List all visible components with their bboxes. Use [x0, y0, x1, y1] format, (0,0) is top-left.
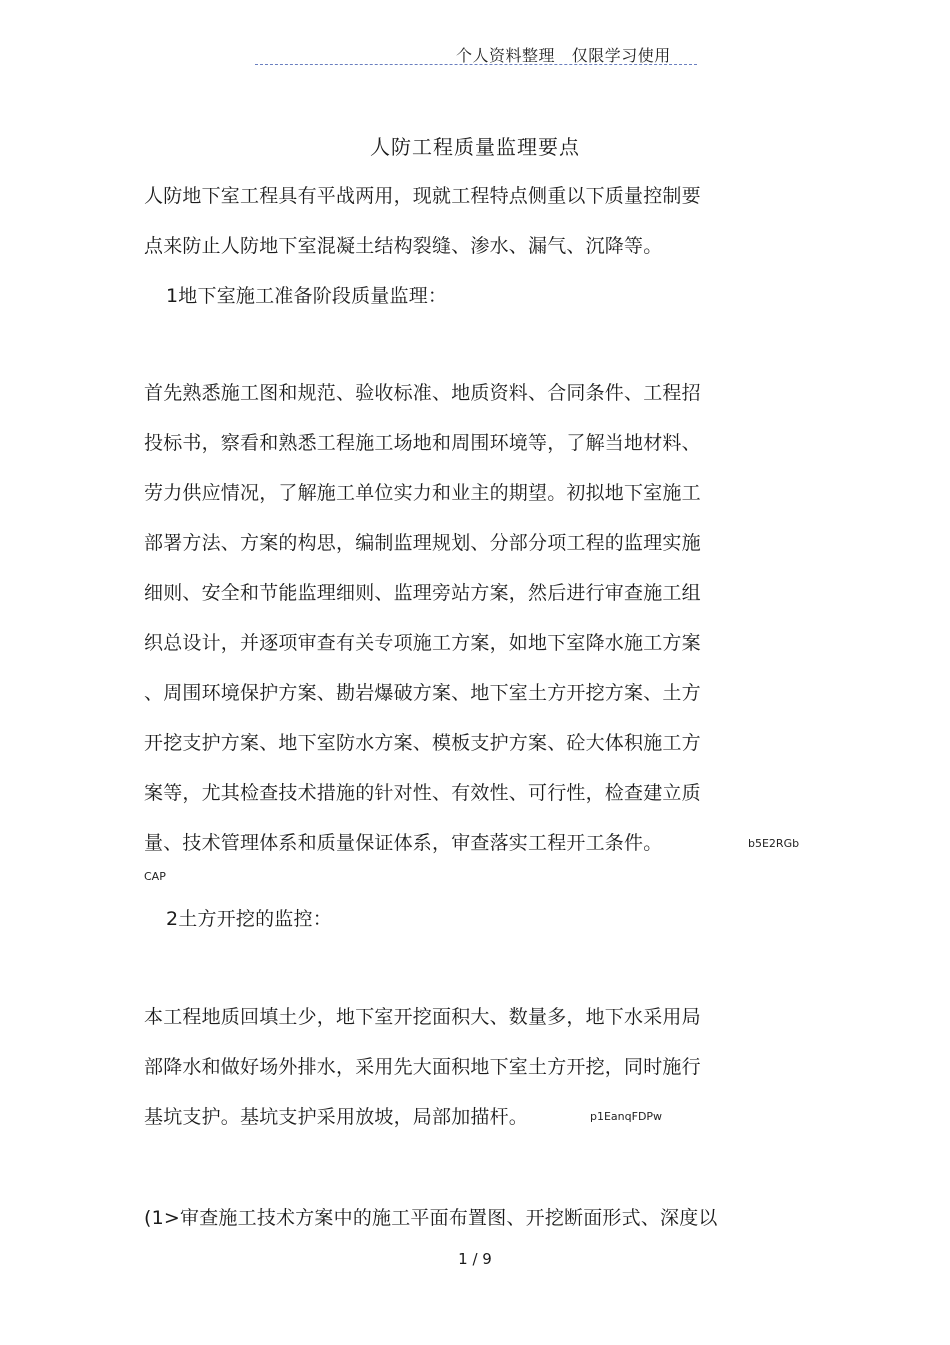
- ref-code: b5E2RGb: [748, 837, 800, 850]
- body-line: 首先熟悉施工图和规范、验收标准、地质资料、合同条件、工程招: [144, 382, 701, 404]
- section-heading: 1地下室施工准备阶段质量监理：: [166, 285, 448, 307]
- body-line: (1>审查施工技术方案中的施工平面布置图、开挖断面形式、深度以: [144, 1207, 718, 1229]
- body-line: 本工程地质回填土少，地下室开挖面积大、数量多，地下水采用局: [144, 1006, 701, 1028]
- body-line: 、周围环境保护方案、勘岩爆破方案、地下室土方开挖方案、土方: [144, 682, 701, 704]
- ref-code: p1EanqFDPw: [590, 1110, 663, 1123]
- body-line: 开挖支护方案、地下室防水方案、模板支护方案、砼大体积施工方: [144, 732, 701, 754]
- page-number: 1 / 9: [458, 1250, 492, 1268]
- body-line: 点来防止人防地下室混凝土结构裂缝、渗水、漏气、沉降等。: [144, 235, 663, 257]
- body-line: 细则、安全和节能监理细则、监理旁站方案，然后进行审查施工组: [144, 582, 701, 604]
- document-title: 人防工程质量监理要点: [370, 135, 580, 159]
- section-heading: 2土方开挖的监控：: [166, 908, 332, 930]
- body-line: 投标书，察看和熟悉工程施工场地和周围环境等，了解当地材料、: [144, 432, 701, 454]
- body-line: 案等，尤其检查技术措施的针对性、有效性、可行性，检查建立质: [144, 782, 701, 804]
- body-line: 劳力供应情况，了解施工单位实力和业主的期望。初拟地下室施工: [144, 482, 701, 504]
- body-line: 量、技术管理体系和质量保证体系，审查落实工程开工条件。: [144, 832, 663, 854]
- body-line: 部署方法、方案的构思，编制监理规划、分部分项工程的监理实施: [144, 532, 701, 554]
- header-rule: [255, 64, 697, 65]
- body-line: 织总设计，并逐项审查有关专项施工方案，如地下室降水施工方案: [144, 632, 701, 654]
- body-line: 部降水和做好场外排水，采用先大面积地下室土方开挖，同时施行: [144, 1056, 701, 1078]
- body-line: 人防地下室工程具有平战两用，现就工程特点侧重以下质量控制要: [144, 185, 701, 207]
- body-line: 基坑支护。基坑支护采用放坡，局部加描杆。: [144, 1106, 529, 1128]
- page-header: 个人资料整理 仅限学习使用: [456, 46, 671, 65]
- ref-code: CAP: [144, 870, 166, 883]
